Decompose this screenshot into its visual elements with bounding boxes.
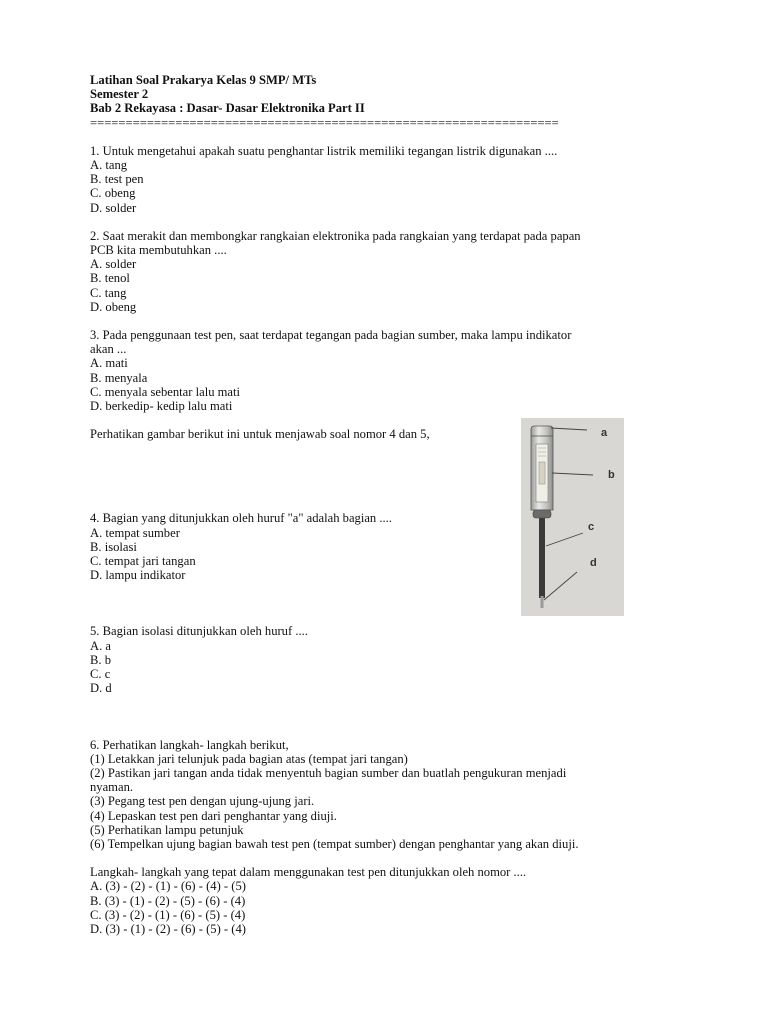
- question-3: [90, 328, 690, 413]
- question-text: 2. Saat merakit dan membongkar rangkaian elektronika pada rangkaian yang terdapat pada papan: [90, 228, 581, 243]
- pointer-b: [552, 473, 593, 475]
- option-d: D. solder: [90, 200, 137, 215]
- figure-label-d: d: [590, 557, 597, 569]
- option-c: C. tempat jari tangan: [90, 554, 196, 569]
- option-b: B. (3) - (1) - (2) - (5) - (6) - (4): [90, 893, 246, 908]
- question-1: [90, 144, 690, 215]
- option-d: D. d: [90, 681, 112, 696]
- pen-collar: [533, 510, 551, 518]
- step-item: (3) Pegang test pen dengan ujung-ujung jari.: [90, 794, 315, 809]
- figure-intro: Perhatikan gambar berikut ini untuk menjawab soal nomor 4 dan 5,: [90, 427, 430, 442]
- option-d: D. lampu indikator: [90, 568, 186, 583]
- option-a: A. tempat sumber: [90, 525, 180, 540]
- figure-label-b: b: [608, 469, 615, 481]
- question-text: 1. Untuk mengetahui apakah suatu penghantar listrik memiliki tegangan listrik digunakan ....: [90, 143, 558, 158]
- question-text-cont: akan ...: [90, 342, 127, 357]
- question-6: [90, 738, 690, 937]
- chapter-title: Bab 2 Rekayasa : Dasar- Dasar Elektronika Part II: [90, 101, 365, 116]
- step-item: (6) Tempelkan ujung bagian bawah test pen (tempat sumber) dengan penghantar yang akan diuji.: [90, 836, 579, 851]
- question-text: 3. Pada penggunaan test pen, saat terdapat tegangan pada bagian sumber, maka lampu indikator: [90, 328, 572, 343]
- question-2: [90, 229, 690, 314]
- figure-label-c: c: [588, 521, 595, 533]
- option-c: C. menyala sebentar lalu mati: [90, 384, 241, 399]
- pen-tip: [541, 596, 544, 608]
- option-b: B. menyala: [90, 370, 148, 385]
- option-a: A. mati: [90, 356, 128, 371]
- lamp-indicator: [539, 462, 545, 484]
- pointer-d: [544, 572, 577, 600]
- option-d: D. (3) - (1) - (2) - (6) - (5) - (4): [90, 921, 246, 936]
- step-item-cont: nyaman.: [90, 780, 134, 795]
- semester-label: Semester 2: [90, 87, 149, 102]
- option-b: B. test pen: [90, 172, 144, 187]
- option-d: D. berkedip- kedip lalu mati: [90, 399, 233, 414]
- test-pen-illustration: [521, 418, 624, 616]
- option-b: B. isolasi: [90, 539, 137, 554]
- step-item: (5) Perhatikan lampu petunjuk: [90, 822, 244, 837]
- document-title: Latihan Soal Prakarya Kelas 9 SMP/ MTs: [90, 73, 317, 87]
- option-b: B. b: [90, 652, 111, 667]
- option-a: A. (3) - (2) - (1) - (6) - (4) - (5): [90, 879, 246, 894]
- question-text: 4. Bagian yang ditunjukkan oleh huruf "a" adalah bagian ....: [90, 511, 392, 526]
- step-item: (2) Pastikan jari tangan anda tidak menyentuh bagian sumber dan buatlah pengukuran menjadi: [90, 765, 567, 780]
- option-c: C. (3) - (2) - (1) - (6) - (5) - (4): [90, 907, 246, 922]
- question-text-cont: PCB kita membutuhkan ....: [90, 243, 227, 258]
- option-a: A. tang: [90, 158, 128, 173]
- separator-line: ==================================================================: [90, 115, 559, 130]
- pointer-a: [551, 428, 587, 430]
- pointer-c: [546, 533, 583, 546]
- step-item: (4) Lepaskan test pen dari penghantar yang diuji.: [90, 808, 337, 823]
- step-item: (1) Letakkan jari telunjuk pada bagian atas (tempat jari tangan): [90, 751, 408, 766]
- test-pen-figure: [521, 418, 624, 616]
- option-c: C. c: [90, 667, 111, 682]
- figure-label-a: a: [601, 427, 608, 439]
- option-c: C. obeng: [90, 186, 136, 201]
- option-b: B. tenol: [90, 271, 130, 286]
- option-c: C. tang: [90, 285, 127, 300]
- option-a: A. a: [90, 638, 111, 653]
- pen-shaft: [539, 518, 545, 598]
- sub-question-text: Langkah- langkah yang tepat dalam menggunakan test pen ditunjukkan oleh nomor ....: [90, 865, 527, 880]
- question-5: [90, 624, 690, 695]
- question-text: 6. Perhatikan langkah- langkah berikut,: [90, 737, 289, 752]
- option-a: A. solder: [90, 257, 137, 272]
- option-d: D. obeng: [90, 299, 137, 314]
- question-text: 5. Bagian isolasi ditunjukkan oleh huruf ....: [90, 624, 308, 639]
